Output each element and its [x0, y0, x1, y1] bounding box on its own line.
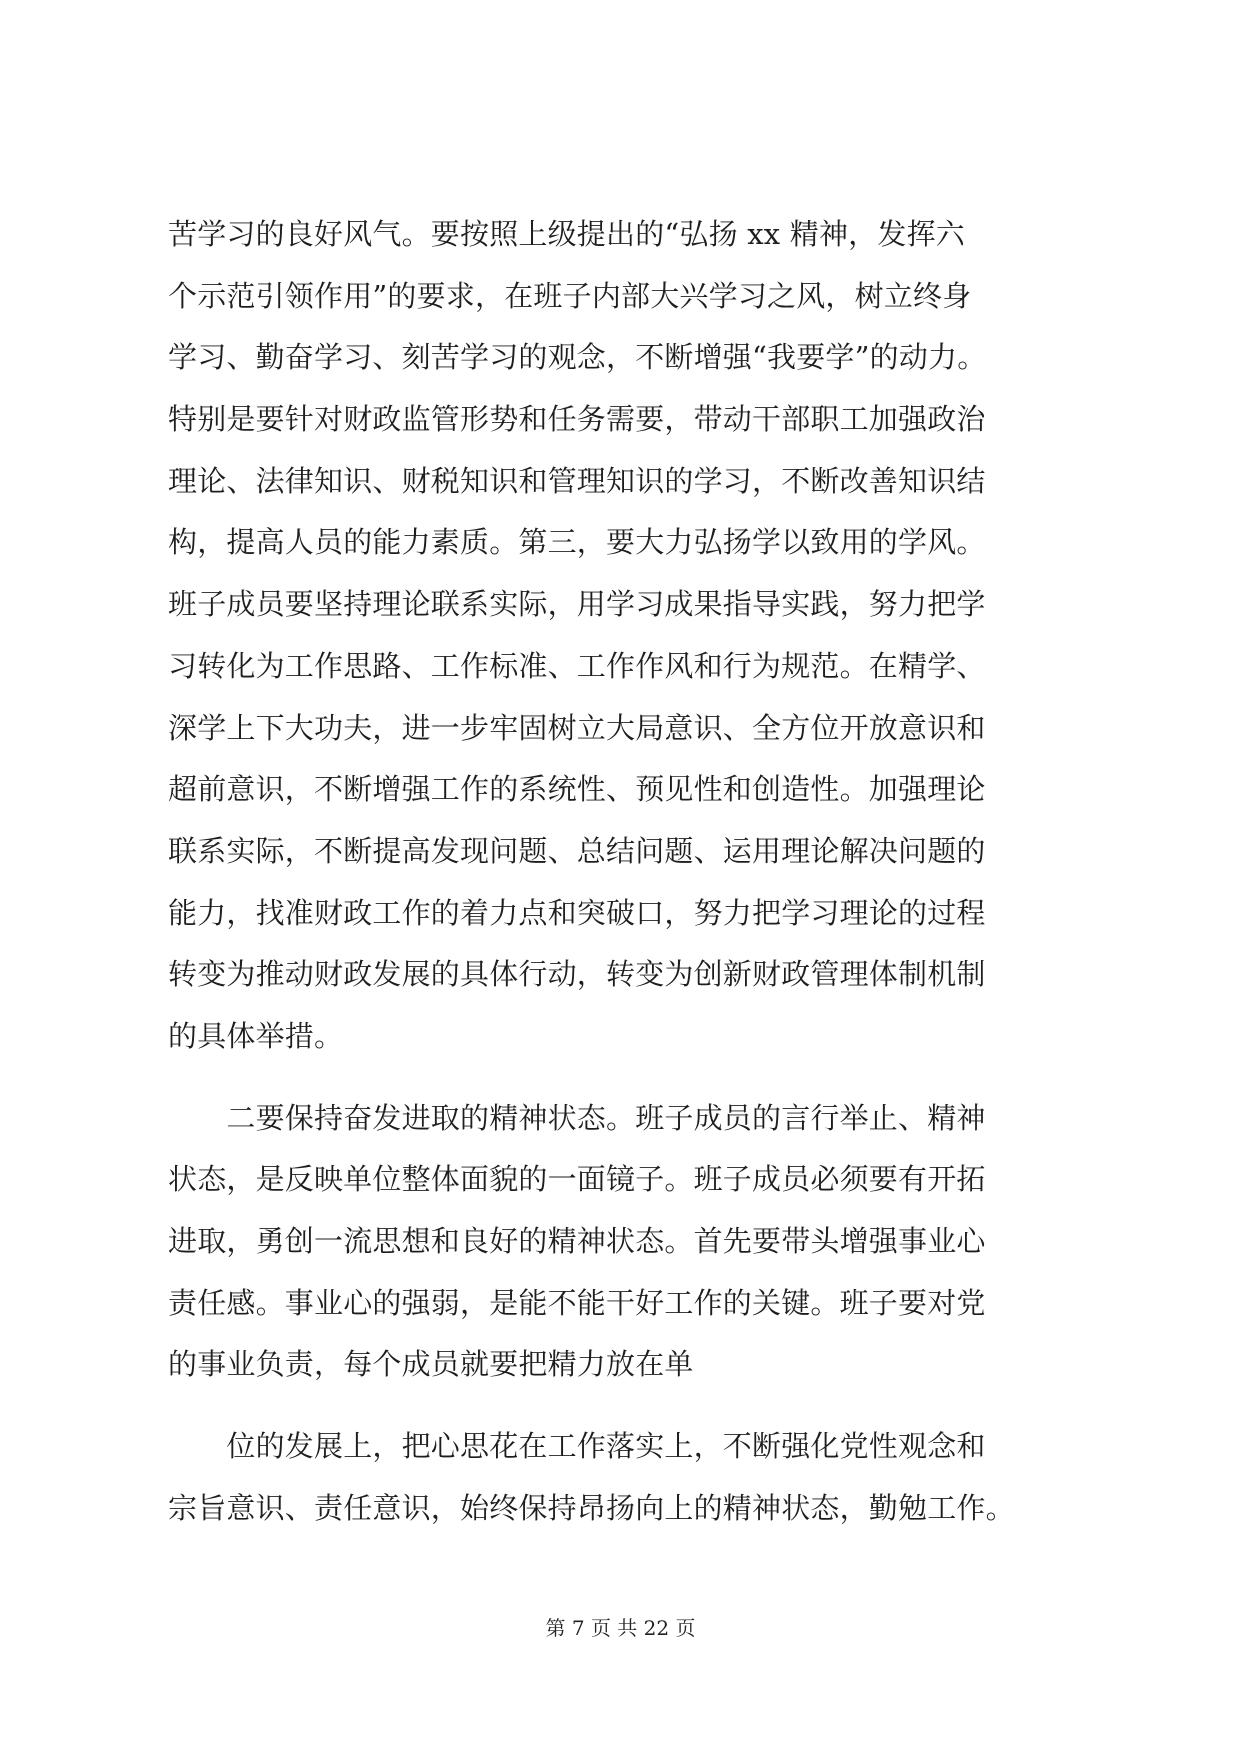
- text-line: 进取，勇创一流思想和良好的精神状态。首先要带头增强事业心: [168, 1224, 986, 1258]
- text-line: 超前意识，不断增强工作的系统性、预见性和创造性。加强理论: [168, 772, 986, 807]
- text-line: 特别是要针对财政监管形势和任务需要，带动干部职工加强政治: [168, 402, 986, 437]
- paragraph-gap: [168, 1068, 1084, 1088]
- paragraph-gap: [168, 1396, 1084, 1416]
- text-line: 责任感。事业心的强弱，是能不能干好工作的关键。班子要对党: [168, 1285, 986, 1320]
- text-line: 联系实际，不断提高发现问题、总结问题、运用理论解决问题的: [168, 833, 986, 868]
- text-line: 学习、勤奋学习、刻苦学习的观念，不断增强“我要学”的动力。: [168, 340, 987, 375]
- page-number-footer: 第 7 页 共 22 页: [545, 1616, 696, 1640]
- text-line: 深学上下大功夫，进一步牢固树立大局意识、全方位开放意识和: [168, 710, 986, 745]
- text-line: 能力，找准财政工作的着力点和突破口，努力把学习理论的过程: [168, 895, 986, 930]
- text-line: 二要保持奋发进取的精神状态。班子成员的言行举止、精神: [168, 1100, 986, 1135]
- text-line: 转变为推动财政发展的具体行动，转变为创新财政管理体制机制: [168, 957, 986, 992]
- text-line: 班子成员要坚持理论联系实际，用学习成果指导实践，努力把学: [168, 587, 986, 622]
- text-line: 状态，是反映单位整体面貌的一面镜子。班子成员必须要有开拓: [168, 1162, 986, 1197]
- text-line: 苦学习的良好风气。要按照上级提出的“弘扬 xx 精神，发挥六: [168, 217, 965, 251]
- text-line: 个示范引领作用”的要求，在班子内部大兴学习之风，树立终身: [168, 278, 972, 313]
- text-line: 构，提高人员的能力素质。第三，要大力弘扬学以致用的学风。: [168, 525, 986, 560]
- text-line: 习转化为工作思路、工作标准、工作作风和行为规范。在精学、: [168, 648, 986, 683]
- body-text: [168, 204, 1084, 1539]
- text-line: 理论、法律知识、财税知识和管理知识的学习，不断改善知识结: [168, 463, 986, 498]
- text-line: 的事业负责，每个成员就要把精力放在单: [168, 1347, 694, 1382]
- text-line: 位的发展上，把心思花在工作落实上，不断强化党性观念和: [168, 1429, 986, 1464]
- text-line: 宗旨意识、责任意识，始终保持昂扬向上的精神状态，勤勉工作。: [168, 1490, 1015, 1525]
- text-line: 的具体举措。: [168, 1018, 344, 1053]
